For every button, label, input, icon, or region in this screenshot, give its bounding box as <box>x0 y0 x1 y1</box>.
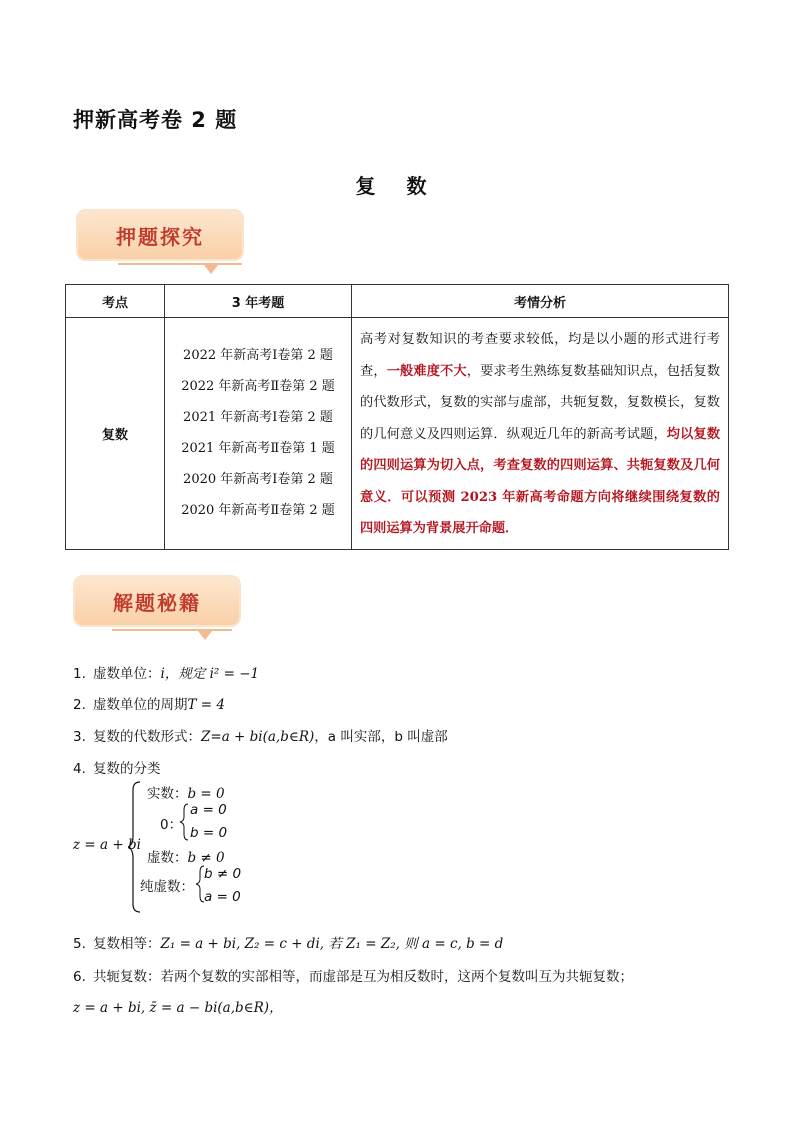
page-heading: 押新高考卷 2 题 <box>73 108 238 132</box>
topic-cell: 复数 <box>66 318 165 550</box>
analysis-text: 高考对复数知识的考查要求较低，均是以小题的形式进行考查， <box>360 332 720 379</box>
exam-table <box>65 284 729 550</box>
item-math: i，规定 i² = −1 <box>160 666 260 682</box>
year-entry: 2020 年新高考Ⅱ卷第 2 题 <box>181 503 335 519</box>
class-zero-b: b = 0 <box>190 825 228 841</box>
class-cond: b = 0 <box>187 786 225 802</box>
banner-notch <box>198 631 212 640</box>
class-zero-a: a = 0 <box>190 802 227 818</box>
table-row <box>66 318 729 550</box>
table-header-row <box>66 285 729 318</box>
col-header: 考情分析 <box>352 285 729 318</box>
banner-label: 解题秘籍 <box>113 590 201 615</box>
item-number: 4. <box>73 761 86 777</box>
item-text: 共轭复数：若两个复数的实部相等，而虚部是互为相反数时，这两个复数叫互为共轭复数； <box>93 969 633 985</box>
year-entry: 2022 年新高考Ⅱ卷第 2 题 <box>181 379 335 395</box>
analysis-text: ，要求考生熟练复数基础知识点，包括复数的代数形式，复数的实部与虚部，共轭复数，复数模长，复数的几何意义及四则运算．纵观近几年的新高考试题， <box>360 363 721 442</box>
item-text: 复数相等： <box>93 936 161 952</box>
analysis-highlight: 均以复数的四则运算为切入点，考查复数的四则运算、共轭复数及几何意义．可以预测 2023 年新高考命题方向将继续围绕复数的四则运算为背景展开命题． <box>360 426 721 536</box>
col-header: 考点 <box>66 285 165 318</box>
item-number: 2. <box>73 697 86 713</box>
banner-label: 押题探究 <box>116 224 204 249</box>
item-text: 虚数单位： <box>93 666 161 682</box>
class-pure-label: 纯虚数： <box>140 879 194 895</box>
class-label: 虚数： <box>147 850 188 866</box>
class-zero-label: 0： <box>160 817 183 833</box>
analysis-cell <box>352 318 729 550</box>
banner-underline <box>112 629 232 631</box>
analysis-highlight: 一般难度不大 <box>386 363 467 379</box>
item-text: 复数的分类 <box>93 761 161 777</box>
topic-title: 复 数 <box>355 174 439 198</box>
classification-z: z = a + bi <box>73 837 141 853</box>
list-item <box>73 965 733 985</box>
years-cell <box>165 318 352 550</box>
list-item <box>73 932 503 952</box>
item-text: 虚数单位的周期 <box>93 697 188 713</box>
item-text: ，a 叫实部，b 叫虚部 <box>314 729 448 745</box>
class-pure-a: a = 0 <box>204 889 241 905</box>
class-cond: b ≠ 0 <box>187 850 225 866</box>
item-number: 5. <box>73 936 86 952</box>
year-entry: 2022 年新高考Ⅰ卷第 2 题 <box>183 348 333 364</box>
year-entry: 2020 年新高考Ⅰ卷第 2 题 <box>183 472 333 488</box>
conjugate-formula: z = a + bi, z̄ = a − bi(a,b∈R)， <box>73 1000 283 1016</box>
list-item <box>73 725 448 745</box>
class-real <box>147 782 225 802</box>
item-number: 1. <box>73 666 86 682</box>
banner-notch <box>204 265 218 274</box>
item-math: T = 4 <box>187 697 225 713</box>
list-item <box>73 757 161 777</box>
section-banner-2 <box>73 575 241 627</box>
list-item <box>73 693 225 713</box>
list-item <box>73 662 259 682</box>
banner-underline <box>118 263 242 265</box>
class-imag <box>147 846 225 866</box>
year-entry: 2021 年新高考Ⅱ卷第 1 题 <box>181 441 335 457</box>
section-banner-1 <box>76 209 244 261</box>
year-entry: 2021 年新高考Ⅰ卷第 2 题 <box>183 410 333 426</box>
item-text: 复数的代数形式： <box>93 729 201 745</box>
item-math: Z₁ = a + bi, Z₂ = c + di, 若 Z₁ = Z₂, 则 a = c, b = d <box>160 936 504 952</box>
item-number: 3. <box>73 729 86 745</box>
item-number: 6. <box>73 969 86 985</box>
item-math: Z=a + bi(a,b∈R) <box>201 729 315 745</box>
col-header: 3 年考题 <box>165 285 352 318</box>
class-label: 实数： <box>147 786 188 802</box>
class-pure-b: b ≠ 0 <box>204 866 242 882</box>
